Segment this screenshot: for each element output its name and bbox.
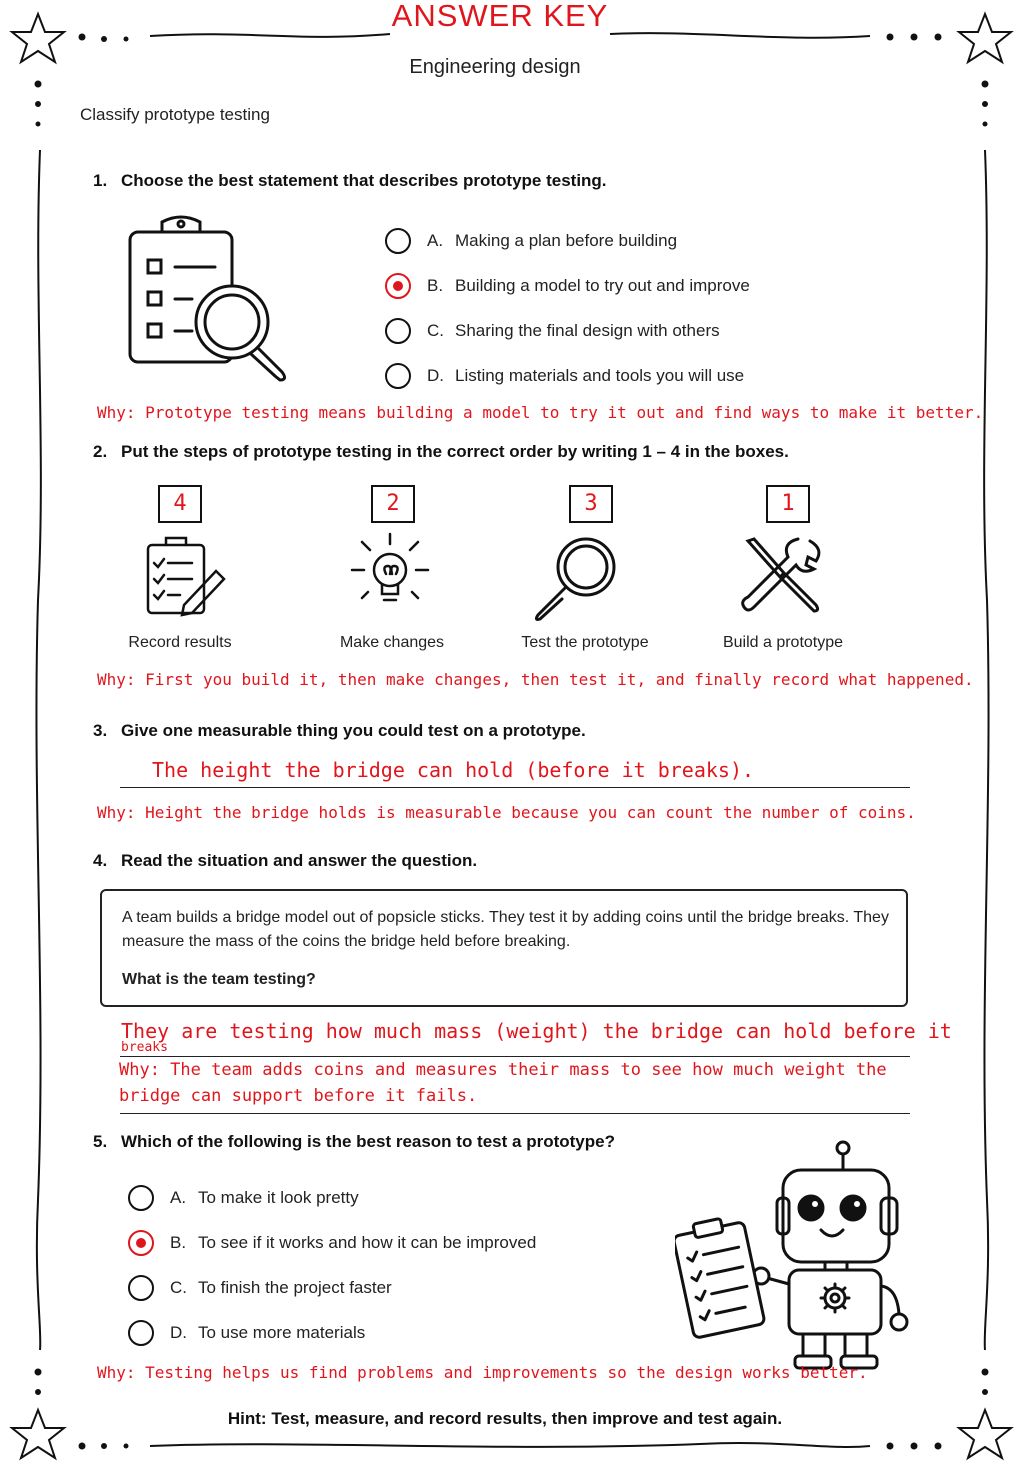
- radio-button-selected[interactable]: [385, 273, 411, 299]
- question-4: 4. Read the situation and answer the question.: [93, 851, 478, 870]
- q5-option-c[interactable]: C. To finish the project faster: [128, 1265, 536, 1310]
- q5-option-b[interactable]: B. To see if it works and how it can be improved: [128, 1220, 536, 1265]
- q1-option-a[interactable]: A. Making a plan before building: [385, 218, 750, 263]
- radio-button[interactable]: [385, 363, 411, 389]
- q5-options: [128, 1175, 536, 1355]
- clipboard-magnifier-icon: [120, 212, 300, 387]
- lightbulb-idea-icon: [348, 530, 433, 615]
- robot-with-clipboard-icon: [675, 1138, 915, 1373]
- page-subtitle: Engineering design: [409, 56, 581, 78]
- step-answer-box[interactable]: 2: [371, 485, 415, 523]
- q1-option-c[interactable]: C. Sharing the final design with others: [385, 308, 750, 353]
- radio-button[interactable]: [385, 228, 411, 254]
- wrench-screwdriver-icon: [740, 535, 825, 615]
- question-2: 2. Put the steps of prototype testing in the correct order by writing 1 – 4 in the boxes.: [93, 442, 789, 461]
- q5-why: Why: Testing helps us find problems and improvements so the design works better.: [97, 1363, 868, 1382]
- q3-why: Why: Height the bridge holds is measurable because you can count the number of coins.: [97, 803, 916, 822]
- page-title: ANSWER KEY: [391, 0, 609, 33]
- q3-answer[interactable]: The height the bridge can hold (before it breaks).: [152, 758, 755, 782]
- answer-line: [120, 1113, 910, 1114]
- step-label-changes: Make changes: [339, 634, 445, 651]
- scenario-box: [100, 889, 908, 1007]
- step-label-record: Record results: [128, 634, 232, 651]
- step-answer-box[interactable]: 4: [158, 485, 202, 523]
- clipboard-checklist-pencil-icon: [140, 535, 230, 620]
- radio-button[interactable]: [128, 1275, 154, 1301]
- question-5: 5. Which of the following is the best reason to test a prototype?: [93, 1132, 615, 1151]
- topic-label: Classify prototype testing: [80, 105, 270, 124]
- radio-button[interactable]: [385, 318, 411, 344]
- step-label-build: Build a prototype: [722, 634, 844, 651]
- q4-why: Why: The team adds coins and measures their mass to see how much weight the: [119, 1060, 887, 1080]
- q4-answer-cont: breaks: [121, 1040, 168, 1055]
- scenario-text: A team builds a bridge model out of popsicle sticks. They test it by adding coins until the bridge breaks. They measure the mass of the coins the bridge held before breaking.: [122, 909, 889, 950]
- q1-option-d[interactable]: D. Listing materials and tools you will use: [385, 353, 750, 398]
- q1-option-b[interactable]: B. Building a model to try out and improve: [385, 263, 750, 308]
- hint-text: Hint: Test, measure, and record results, then improve and test again.: [227, 1409, 783, 1428]
- q1-why: Why: Prototype testing means building a model to try it out and find ways to make it better.: [97, 403, 984, 422]
- q4-answer[interactable]: They are testing how much mass (weight) the bridge can hold before it: [121, 1019, 952, 1043]
- step-label-test: Test the prototype: [521, 634, 649, 651]
- question-1: 1. Choose the best statement that describes prototype testing.: [93, 171, 607, 190]
- q5-option-d[interactable]: D. To use more materials: [128, 1310, 536, 1355]
- radio-button[interactable]: [128, 1185, 154, 1211]
- scenario-question: What is the team testing?: [122, 971, 316, 988]
- q5-option-a[interactable]: A. To make it look pretty: [128, 1175, 536, 1220]
- q1-options: [385, 218, 750, 398]
- radio-button[interactable]: [128, 1320, 154, 1346]
- radio-button-selected[interactable]: [128, 1230, 154, 1256]
- q4-why-cont: bridge can support before it fails.: [119, 1086, 478, 1106]
- step-answer-box[interactable]: 1: [766, 485, 810, 523]
- answer-line: [120, 787, 910, 788]
- question-3: 3. Give one measurable thing you could test on a prototype.: [93, 721, 586, 740]
- magnifying-glass-icon: [528, 535, 623, 625]
- answer-line: [120, 1056, 910, 1057]
- q2-why: Why: First you build it, then make changes, then test it, and finally record what happened.: [97, 670, 974, 689]
- step-answer-box[interactable]: 3: [569, 485, 613, 523]
